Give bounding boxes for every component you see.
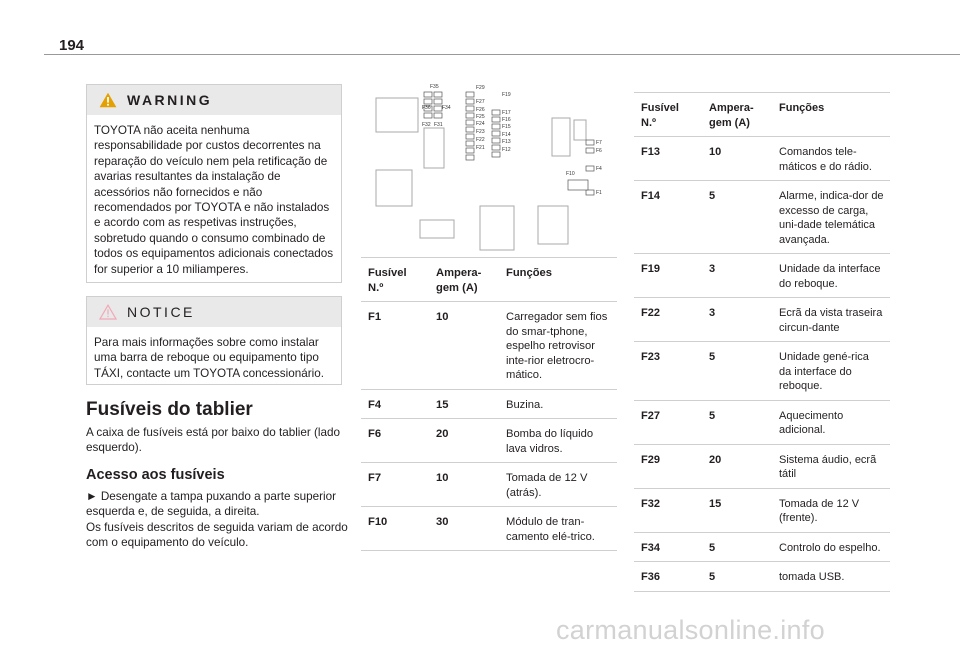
notice-header (87, 297, 341, 327)
fuse-slot (466, 141, 474, 146)
fuse-function: Aquecimento adicional. (772, 400, 890, 444)
fuse-slot (466, 148, 474, 153)
table-header-row (634, 93, 890, 137)
fuse-amperage: 15 (702, 488, 772, 532)
fuse-number: F34 (634, 532, 702, 562)
fuse-slot (492, 145, 500, 150)
fuse-label: F21 (476, 145, 485, 151)
fuse-label: F35 (430, 84, 439, 90)
fuse-label: F25 (476, 114, 485, 120)
table-row (361, 463, 617, 507)
page-number: 194 (59, 37, 85, 54)
fuse-slot (466, 134, 474, 139)
fuse-number: F14 (634, 181, 702, 254)
fuse-label: F19 (502, 92, 511, 98)
fuse-label: F13 (502, 139, 511, 145)
fuse-amperage: 10 (429, 463, 499, 507)
fuse-function: Carregador sem fios do smar-tphone, espelho retrovisor inte-rior eletrocro-mático. (499, 302, 617, 390)
relay-block (424, 128, 444, 168)
warning-triangle-icon (99, 92, 117, 108)
warning-title: WARNING (127, 92, 213, 108)
fuse-amperage: 10 (429, 302, 499, 390)
fuse-number: F7 (361, 463, 429, 507)
fuse-number: F1 (361, 302, 429, 390)
table-header-row (361, 258, 617, 302)
fuse-number: F32 (634, 488, 702, 532)
table-row (634, 137, 890, 181)
fuse-amperage: 10 (702, 137, 772, 181)
fuse-label: F34 (442, 105, 451, 111)
instruction-note: Os fusíveis descritos de seguida variam de acordo com o equipamento do veículo. (86, 520, 348, 550)
table-row (634, 181, 890, 254)
header-amp: Ampera-gem (A) (429, 258, 499, 302)
fuse-slot (492, 117, 500, 122)
fuse-function: Tomada de 12 V (frente). (772, 488, 890, 532)
fuse-slot (492, 131, 500, 136)
relay-block (376, 170, 412, 206)
fuse-slot (586, 140, 594, 145)
notice-triangle-icon (99, 304, 117, 320)
fuse-slot (466, 120, 474, 125)
fuse-slot (492, 152, 500, 157)
fuse-number: F13 (634, 137, 702, 181)
fuse-number: F4 (361, 389, 429, 419)
fuse-slot (434, 113, 442, 118)
header-amp: Ampera-gem (A) (702, 93, 772, 137)
fuse-label: F1 (596, 190, 602, 196)
fuse-slot (466, 113, 474, 118)
fuse-function: tomada USB. (772, 562, 890, 592)
fuse-label: F10 (566, 171, 575, 177)
fuse-label: F22 (476, 137, 485, 143)
table-row (634, 342, 890, 401)
intro-text: A caixa de fusíveis está por baixo do tablier (lado esquerdo). (86, 426, 341, 455)
fuse-number: F19 (634, 254, 702, 298)
table-row (361, 507, 617, 551)
fuse-number: F22 (634, 298, 702, 342)
warning-header (87, 85, 341, 115)
notice-title: NOTICE (127, 304, 195, 320)
fuse-function: Unidade da interface do reboque. (772, 254, 890, 298)
relay-block (420, 220, 454, 238)
table-row (361, 302, 617, 390)
fuse-label: F12 (502, 147, 511, 153)
fuse-label: F7 (596, 140, 602, 146)
fuse-label: F16 (502, 117, 511, 123)
fuse-slot (434, 106, 442, 111)
table-row (634, 562, 890, 592)
section-title: Fusíveis do tablier (86, 399, 253, 420)
relay-block (480, 206, 514, 250)
fuse-box-diagram (368, 80, 618, 252)
fuse-function: Comandos tele-máticos e do rádio. (772, 137, 890, 181)
warning-box (86, 84, 342, 283)
fuse-slot (586, 166, 594, 171)
fuse-label: F23 (476, 129, 485, 135)
fuse-amperage: 5 (702, 532, 772, 562)
fuse-amperage: 3 (702, 254, 772, 298)
header-func: Funções (499, 258, 617, 302)
fuse-label: F36 (422, 105, 431, 111)
fuse-function: Módulo de tran-camento elé-trico. (499, 507, 617, 551)
watermark: carmanualsonline.info (556, 615, 825, 645)
relay-block (376, 98, 418, 132)
fuse-amperage: 20 (429, 419, 499, 463)
fuse-slot (424, 92, 432, 97)
table-row (634, 298, 890, 342)
header-rule (44, 54, 960, 55)
fuse-slot (424, 113, 432, 118)
instruction-step: ► Desengate a tampa puxando a parte superior esquerda e, de seguida, a direita. (86, 490, 337, 519)
table-row (634, 532, 890, 562)
table-row (361, 419, 617, 463)
fuse-slot (492, 138, 500, 143)
fuse-slot (492, 124, 500, 129)
fuse-slot (586, 190, 594, 195)
fuse-amperage: 15 (429, 389, 499, 419)
fuse-label: F24 (476, 121, 485, 127)
fuse-label: F17 (502, 110, 511, 116)
fuse-amperage: 20 (702, 444, 772, 488)
fuse-label: F15 (502, 124, 511, 130)
fuse-slot (492, 110, 500, 115)
fuse-number: F10 (361, 507, 429, 551)
fuse-function: Bomba do líquido lava vidros. (499, 419, 617, 463)
fuse-function: Buzina. (499, 389, 617, 419)
fuse-function: Controlo do espelho. (772, 532, 890, 562)
table-row (634, 444, 890, 488)
fuse-slot (434, 99, 442, 104)
fuse-function: Alarme, indica-dor de excesso de carga, uni-dade telemática avançada. (772, 181, 890, 254)
fuse-label: F6 (596, 148, 602, 154)
fuse-function: Sistema áudio, ecrã tátil (772, 444, 890, 488)
table-row (634, 400, 890, 444)
fuse-slot (466, 127, 474, 132)
header-fuse: Fusível N.º (361, 258, 429, 302)
instruction-block (86, 489, 348, 551)
fuse-label: F31 (434, 122, 443, 128)
fuse-amperage: 5 (702, 181, 772, 254)
header-func: Funções (772, 93, 890, 137)
fuse-slot-large (568, 180, 588, 190)
fuse-function: Tomada de 12 V (atrás). (499, 463, 617, 507)
fuse-slot (434, 92, 442, 97)
fuse-slot (466, 92, 474, 97)
relay-block (574, 120, 586, 140)
fuse-label: F32 (422, 122, 431, 128)
table-row (361, 389, 617, 419)
fuse-label: F14 (502, 132, 511, 138)
fuse-amperage: 3 (702, 298, 772, 342)
fuse-table-right (634, 92, 890, 592)
fuse-amperage: 5 (702, 562, 772, 592)
fuse-slot (466, 155, 474, 160)
table-row (634, 488, 890, 532)
fuse-function: Ecrã da vista traseira circun-dante (772, 298, 890, 342)
table-row (634, 254, 890, 298)
fuse-label: F26 (476, 107, 485, 113)
fuse-function: Unidade gené-rica da interface do reboque. (772, 342, 890, 401)
notice-text: Para mais informações sobre como instalar uma barra de reboque ou equipamento tipo TÁXI, contacte um TOYOTA concessionário. (94, 336, 324, 380)
fuse-label: F4 (596, 166, 602, 172)
notice-box (86, 296, 342, 385)
fuse-label: F27 (476, 99, 485, 105)
relay-block (538, 206, 568, 244)
fuse-slot (586, 148, 594, 153)
fuse-slot (466, 106, 474, 111)
fuse-amperage: 5 (702, 342, 772, 401)
fuse-slot (424, 99, 432, 104)
sub-title: Acesso aos fusíveis (86, 467, 225, 483)
fuse-label: F29 (476, 85, 485, 91)
fuse-amperage: 5 (702, 400, 772, 444)
header-fuse: Fusível N.º (634, 93, 702, 137)
fuse-slot (466, 99, 474, 104)
warning-text: TOYOTA não aceita nenhuma responsabilidade por custos decorrentes na reparação do veículo nem pela retificação de avarias resultantes da instalação de acessórios não fornecidos e não recomendados por TOYOTA e não instalados e acordo com as respetivas instruções, sobretudo quando o consumo combinado de todos os equipamentos adicionais conectados for superior a 10 miliamperes. (94, 124, 334, 276)
fuse-number: F23 (634, 342, 702, 401)
fuse-number: F27 (634, 400, 702, 444)
fuse-number: F36 (634, 562, 702, 592)
fuse-amperage: 30 (429, 507, 499, 551)
relay-block (552, 118, 570, 156)
fuse-number: F29 (634, 444, 702, 488)
fuse-table-left (361, 257, 617, 551)
fuse-number: F6 (361, 419, 429, 463)
